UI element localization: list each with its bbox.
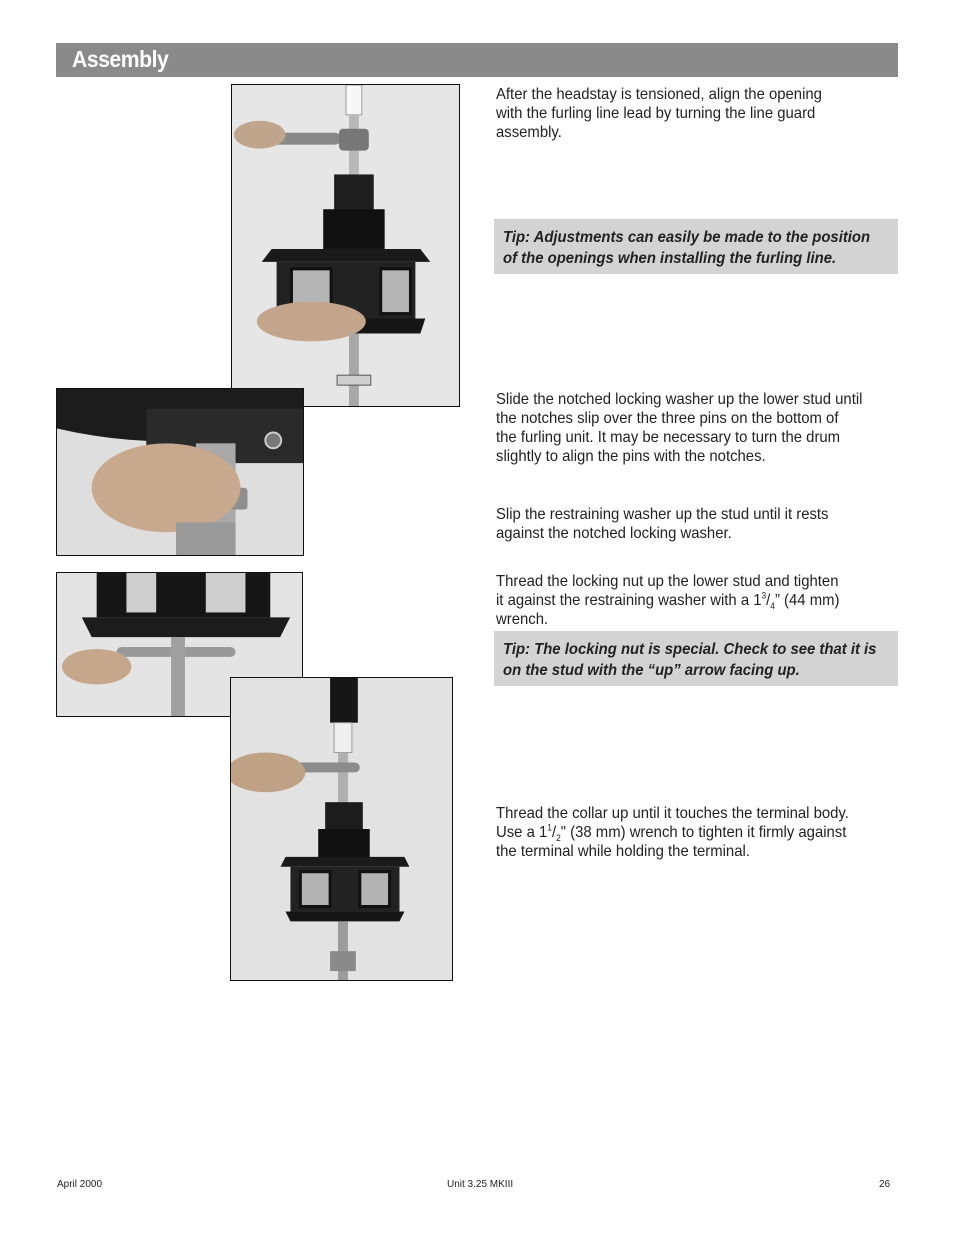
paragraph-align-opening	[496, 85, 822, 142]
fraction-denominator: 2	[556, 833, 561, 844]
tip-box-locking-nut	[494, 631, 898, 686]
text-line: it against the restraining washer with a $1^3/_4$” (44 mm)	[496, 590, 840, 612]
text-segment: " (38 mm) wrench to tighten it firmly against	[560, 824, 847, 841]
text-line: Tip: The locking nut is special. Check to see that it is	[503, 641, 877, 658]
photo-illustration	[231, 678, 452, 980]
text-line: the notches slip over the three pins on the bottom of	[496, 410, 839, 427]
footer-page-number: 26	[879, 1179, 891, 1190]
paragraph-restraining-washer	[496, 505, 828, 543]
fraction-numerator: 1	[547, 822, 552, 833]
text-line: with the furling line lead by turning the line guard	[496, 105, 816, 122]
paragraph-locking-washer	[496, 390, 862, 466]
text-segment: it against the restraining washer with a 1	[496, 592, 762, 609]
text-line: against the notched locking washer.	[496, 525, 732, 542]
text-line: assembly.	[496, 124, 562, 141]
section-header-bar	[56, 43, 898, 77]
text-segment: ” (44 mm)	[774, 592, 840, 609]
text-line: Slide the notched locking washer up the lower stud until	[496, 391, 863, 408]
text-line: Thread the collar up until it touches the terminal body.	[496, 805, 849, 822]
text-line: Thread the locking nut up the lower stud and tighten	[496, 573, 839, 590]
footer-date: April 2000	[57, 1179, 103, 1190]
page-title: Assembly	[72, 46, 169, 72]
photo-illustration	[57, 389, 303, 555]
tip-box-adjustments	[494, 219, 898, 274]
text-line: of the openings when installing the furling line.	[503, 250, 837, 267]
photo-locking-washer-closeup	[56, 388, 304, 556]
text-segment: Use a 1	[496, 824, 548, 841]
text-line: Slip the restraining washer up the stud until it rests	[496, 506, 829, 523]
text-line: After the headstay is tensioned, align the opening	[496, 86, 822, 103]
text-line: the terminal while holding the terminal.	[496, 843, 750, 860]
tip-text	[503, 227, 871, 269]
text-line: Tip: Adjustments can easily be made to the position	[503, 229, 871, 246]
text-line: slightly to align the pins with the notches.	[496, 448, 766, 465]
photo-furler-drum-ratchet	[231, 84, 460, 407]
fraction-numerator: 3	[761, 590, 767, 601]
photo-collar-wrench	[230, 677, 453, 981]
tip-text	[503, 639, 877, 681]
text-line: Use a $1^1/_2$" (38 mm) wrench to tighten it firmly against	[496, 822, 847, 844]
text-line: the furling unit. It may be necessary to turn the drum	[496, 429, 841, 446]
paragraph-locking-nut	[496, 572, 839, 629]
text-line: wrench.	[496, 611, 549, 628]
paragraph-collar	[496, 804, 849, 861]
photo-illustration	[232, 85, 459, 406]
footer-unit: Unit 3.25 MKIII	[447, 1179, 514, 1190]
text-line: on the stud with the “up” arrow facing up.	[503, 662, 800, 679]
fraction-denominator: 4	[770, 601, 775, 612]
